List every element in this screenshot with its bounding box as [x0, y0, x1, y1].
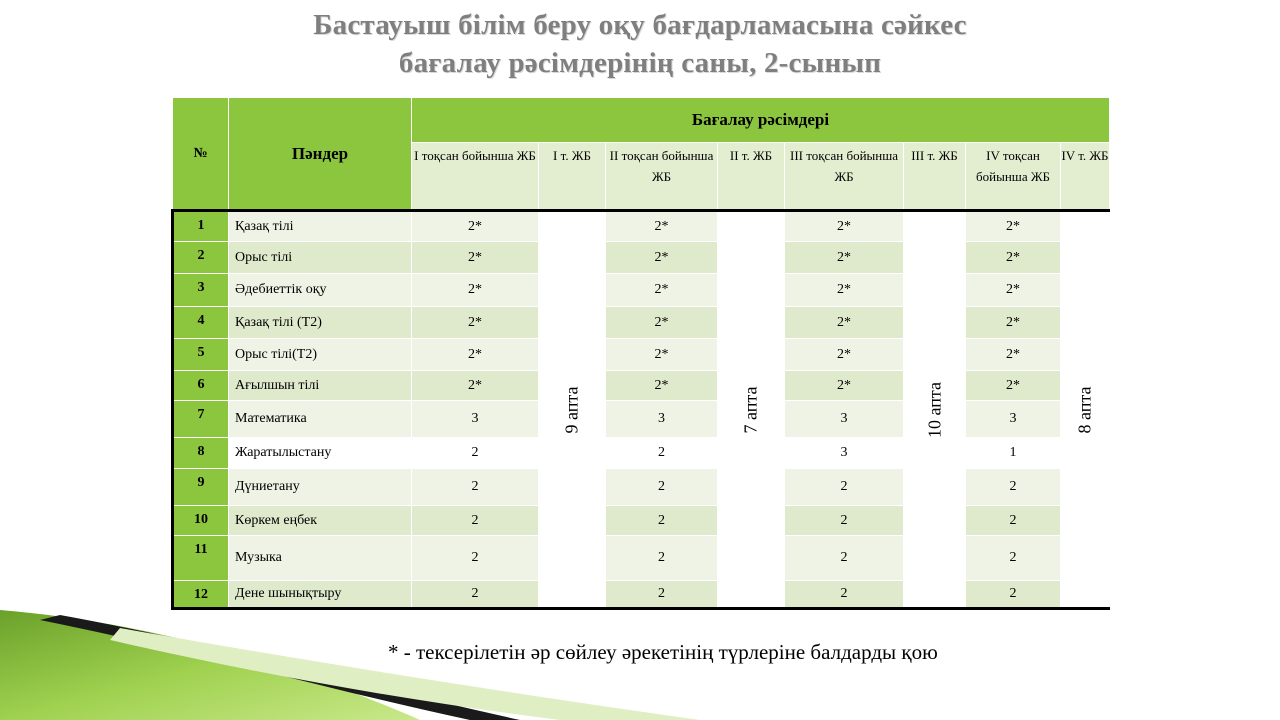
header-number: № — [173, 98, 229, 211]
table-row — [173, 536, 1110, 581]
value-q2: 2 — [606, 469, 718, 506]
value-q2: 2* — [606, 274, 718, 307]
table-row — [173, 371, 1110, 401]
value-q3: 2* — [785, 242, 904, 274]
value-q4: 2 — [966, 469, 1061, 506]
value-q1: 2 — [412, 581, 539, 609]
value-q1: 2* — [412, 371, 539, 401]
value-q3: 2* — [785, 307, 904, 339]
value-q2: 2 — [606, 581, 718, 609]
table-row — [173, 211, 1110, 242]
subject-name: Орыс тілі — [229, 242, 412, 274]
subject-name: Ағылшын тілі — [229, 371, 412, 401]
value-q2: 2* — [606, 339, 718, 371]
title-line-2: бағалау рәсімдерінің саны, 2-сынып — [398, 47, 882, 79]
table-row — [173, 401, 1110, 438]
value-q1: 2* — [412, 242, 539, 274]
value-q3: 3 — [785, 438, 904, 469]
value-q3: 2 — [785, 469, 904, 506]
assessment-table — [171, 97, 1110, 610]
header-col-1: I тоқсан бойынша ЖБ — [412, 143, 539, 211]
header-assessment-procedures: Бағалау рәсімдері — [412, 98, 1110, 143]
subject-name: Көркем еңбек — [229, 506, 412, 536]
row-number: 1 — [173, 211, 229, 242]
value-q2: 2 — [606, 506, 718, 536]
value-q3: 3 — [785, 401, 904, 438]
page-title — [0, 6, 1280, 82]
table-row — [173, 339, 1110, 371]
value-q4: 2* — [966, 339, 1061, 371]
row-number: 9 — [173, 469, 229, 506]
subject-name: Музыка — [229, 536, 412, 581]
row-number: 6 — [173, 371, 229, 401]
value-q3: 2* — [785, 274, 904, 307]
value-q4: 2* — [966, 307, 1061, 339]
value-q1: 2 — [412, 469, 539, 506]
subject-name: Әдебиеттік оқу — [229, 274, 412, 307]
value-q4: 3 — [966, 401, 1061, 438]
value-q4: 2 — [966, 536, 1061, 581]
value-q3: 2 — [785, 581, 904, 609]
table-row — [173, 274, 1110, 307]
row-number: 11 — [173, 536, 229, 581]
weeks-q4-label: 8 апта — [1074, 386, 1095, 433]
table-row — [173, 469, 1110, 506]
value-q4: 2* — [966, 211, 1061, 242]
header-col-4: II т. ЖБ — [718, 143, 785, 211]
weeks-q1 — [539, 211, 606, 609]
row-number: 2 — [173, 242, 229, 274]
value-q2: 2* — [606, 211, 718, 242]
value-q3: 2* — [785, 371, 904, 401]
subject-name: Дене шынықтыру — [229, 581, 412, 609]
value-q1: 2 — [412, 536, 539, 581]
value-q2: 2* — [606, 307, 718, 339]
header-col-8: IV т. ЖБ — [1061, 143, 1110, 211]
value-q2: 2 — [606, 438, 718, 469]
table-row — [173, 581, 1110, 609]
value-q4: 2 — [966, 581, 1061, 609]
weeks-q3 — [904, 211, 966, 609]
weeks-q2 — [718, 211, 785, 609]
value-q3: 2 — [785, 536, 904, 581]
header-col-6: III т. ЖБ — [904, 143, 966, 211]
value-q3: 2* — [785, 339, 904, 371]
value-q1: 2 — [412, 438, 539, 469]
value-q3: 2 — [785, 506, 904, 536]
value-q1: 2 — [412, 506, 539, 536]
value-q1: 2* — [412, 339, 539, 371]
header-col-2: I т. ЖБ — [539, 143, 606, 211]
row-number: 10 — [173, 506, 229, 536]
value-q2: 2* — [606, 242, 718, 274]
subject-name: Орыс тілі(Т2) — [229, 339, 412, 371]
value-q1: 3 — [412, 401, 539, 438]
value-q4: 2* — [966, 242, 1061, 274]
value-q1: 2* — [412, 274, 539, 307]
value-q1: 2* — [412, 211, 539, 242]
subject-name: Қазақ тілі — [229, 211, 412, 242]
weeks-q4 — [1061, 211, 1110, 609]
value-q2: 3 — [606, 401, 718, 438]
value-q2: 2* — [606, 371, 718, 401]
row-number: 12 — [173, 581, 229, 609]
row-number: 3 — [173, 274, 229, 307]
footnote: * - тексерілетін әр сөйлеу әрекетінің түрлеріне балдарды қою — [388, 640, 938, 664]
title-line-1: Бастауыш білім беру оқу бағдарламасына сәйкес — [313, 9, 967, 41]
table-row — [173, 307, 1110, 339]
value-q3: 2* — [785, 211, 904, 242]
subject-name: Математика — [229, 401, 412, 438]
value-q4: 2 — [966, 506, 1061, 536]
row-number: 4 — [173, 307, 229, 339]
subject-name: Жаратылыстану — [229, 438, 412, 469]
table-row — [173, 506, 1110, 536]
value-q4: 2* — [966, 274, 1061, 307]
header-subjects: Пәндер — [229, 98, 412, 211]
weeks-q3-label: 10 апта — [924, 381, 944, 438]
value-q1: 2* — [412, 307, 539, 339]
table-row — [173, 438, 1110, 469]
header-col-7: IV тоқсан бойынша ЖБ — [966, 143, 1061, 211]
value-q4: 1 — [966, 438, 1061, 469]
row-number: 5 — [173, 339, 229, 371]
row-number: 7 — [173, 401, 229, 438]
subject-name: Қазақ тілі (Т2) — [229, 307, 412, 339]
value-q4: 2* — [966, 371, 1061, 401]
header-col-5: III тоқсан бойынша ЖБ — [785, 143, 904, 211]
weeks-q1-label: 9 апта — [561, 386, 582, 433]
subject-name: Дүниетану — [229, 469, 412, 506]
table-row — [173, 242, 1110, 274]
header-col-3: II тоқсан бойынша ЖБ — [606, 143, 718, 211]
value-q2: 2 — [606, 536, 718, 581]
row-number: 8 — [173, 438, 229, 469]
weeks-q2-label: 7 апта — [740, 386, 761, 433]
